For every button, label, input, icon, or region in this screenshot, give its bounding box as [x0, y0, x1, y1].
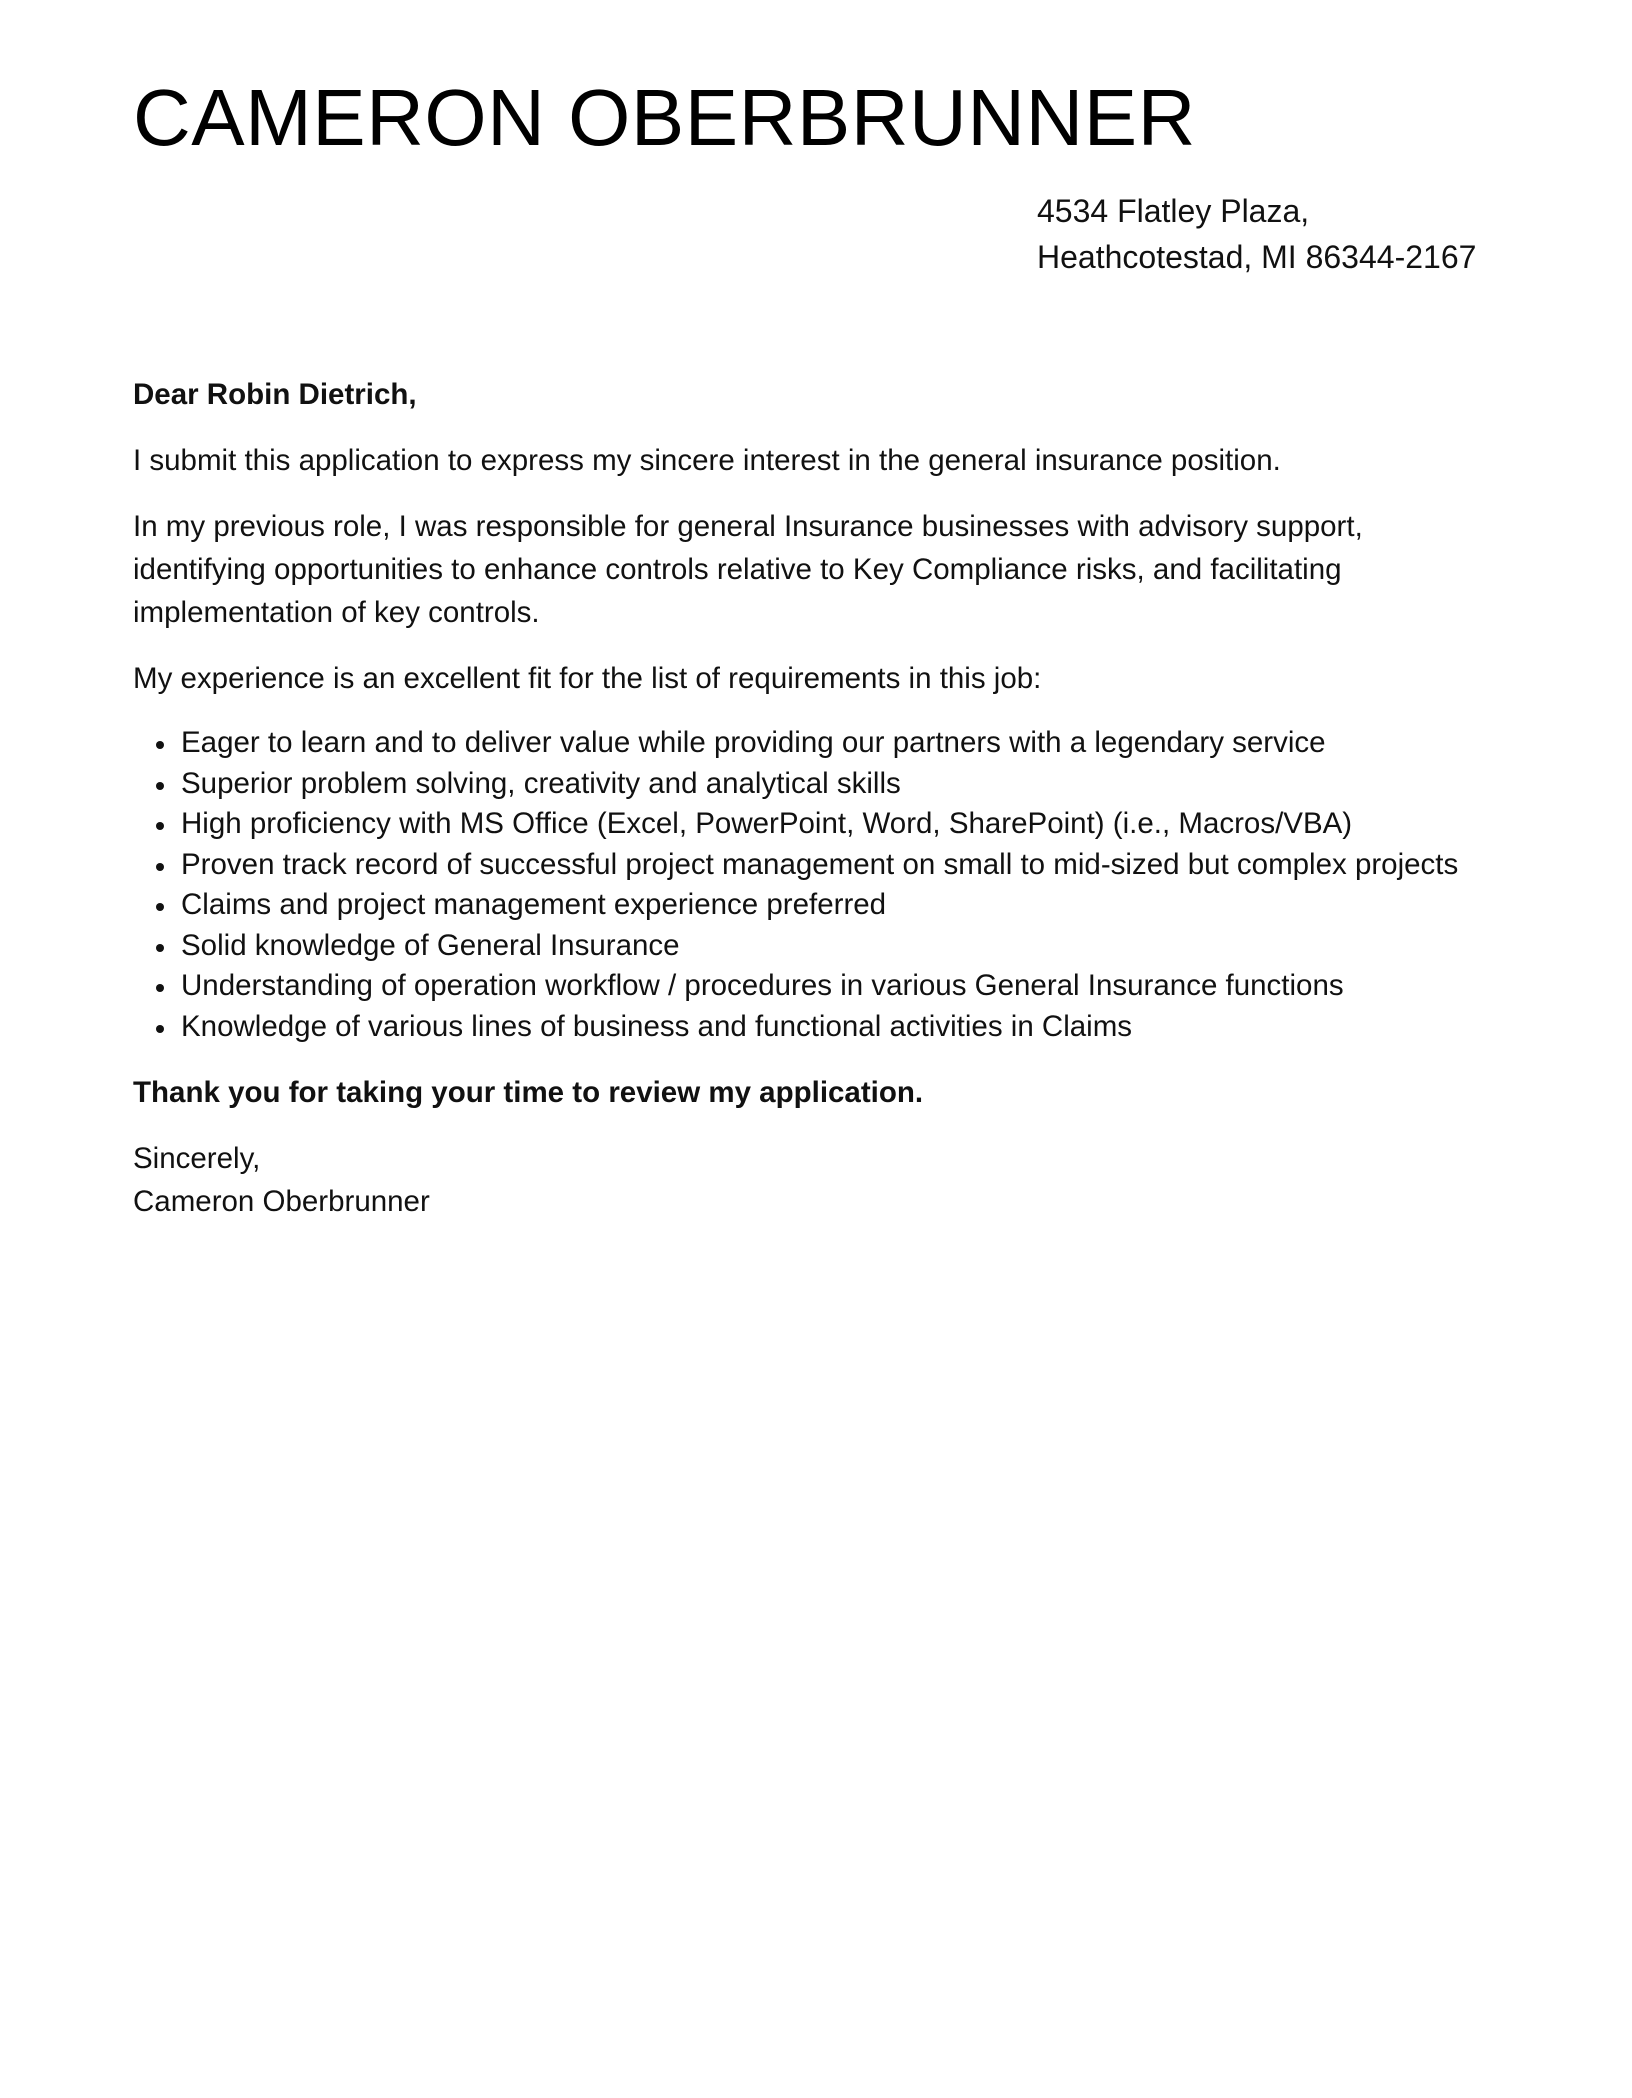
sign-off [133, 1137, 1493, 1223]
requirements-list [133, 723, 1493, 1047]
address-line-1: 4534 Flatley Plaza, [1037, 193, 1310, 229]
intro-paragraph: I submit this application to express my sincere interest in the general insurance position. [133, 444, 1281, 477]
list-item: Solid knowledge of General Insurance [181, 926, 1493, 967]
fit-statement: My experience is an excellent fit for the list of requirements in this job: [133, 662, 1042, 695]
previous-role-paragraph: In my previous role, I was responsible for general Insurance businesses with advisory support, identifying opportunities to enhance controls relative to Key Compliance risks, and facilitating implementation of key controls. [133, 510, 1363, 629]
list-item: Knowledge of various lines of business and functional activities in Claims [181, 1007, 1493, 1048]
signature: Cameron Oberbrunner [133, 1185, 430, 1218]
list-item: Superior problem solving, creativity and analytical skills [181, 764, 1493, 805]
letter-body [133, 373, 1493, 1223]
applicant-address [1037, 188, 1476, 280]
salutation: Dear Robin Dietrich, [133, 378, 417, 411]
closing: Sincerely, [133, 1142, 261, 1175]
list-item: Claims and project management experience preferred [181, 885, 1493, 926]
list-item: Understanding of operation workflow / procedures in various General Insurance functions [181, 966, 1493, 1007]
address-line-2: Heathcotestad, MI 86344-2167 [1037, 239, 1477, 275]
thank-you-line: Thank you for taking your time to review my application. [133, 1076, 924, 1109]
applicant-name: CAMERON OBERBRUNNER [133, 73, 1196, 162]
list-item: Eager to learn and to deliver value while providing our partners with a legendary service [181, 723, 1493, 764]
list-item: High proficiency with MS Office (Excel, PowerPoint, Word, SharePoint) (i.e., Macros/VBA) [181, 804, 1493, 845]
list-item: Proven track record of successful project management on small to mid-sized but complex projects [181, 845, 1493, 886]
